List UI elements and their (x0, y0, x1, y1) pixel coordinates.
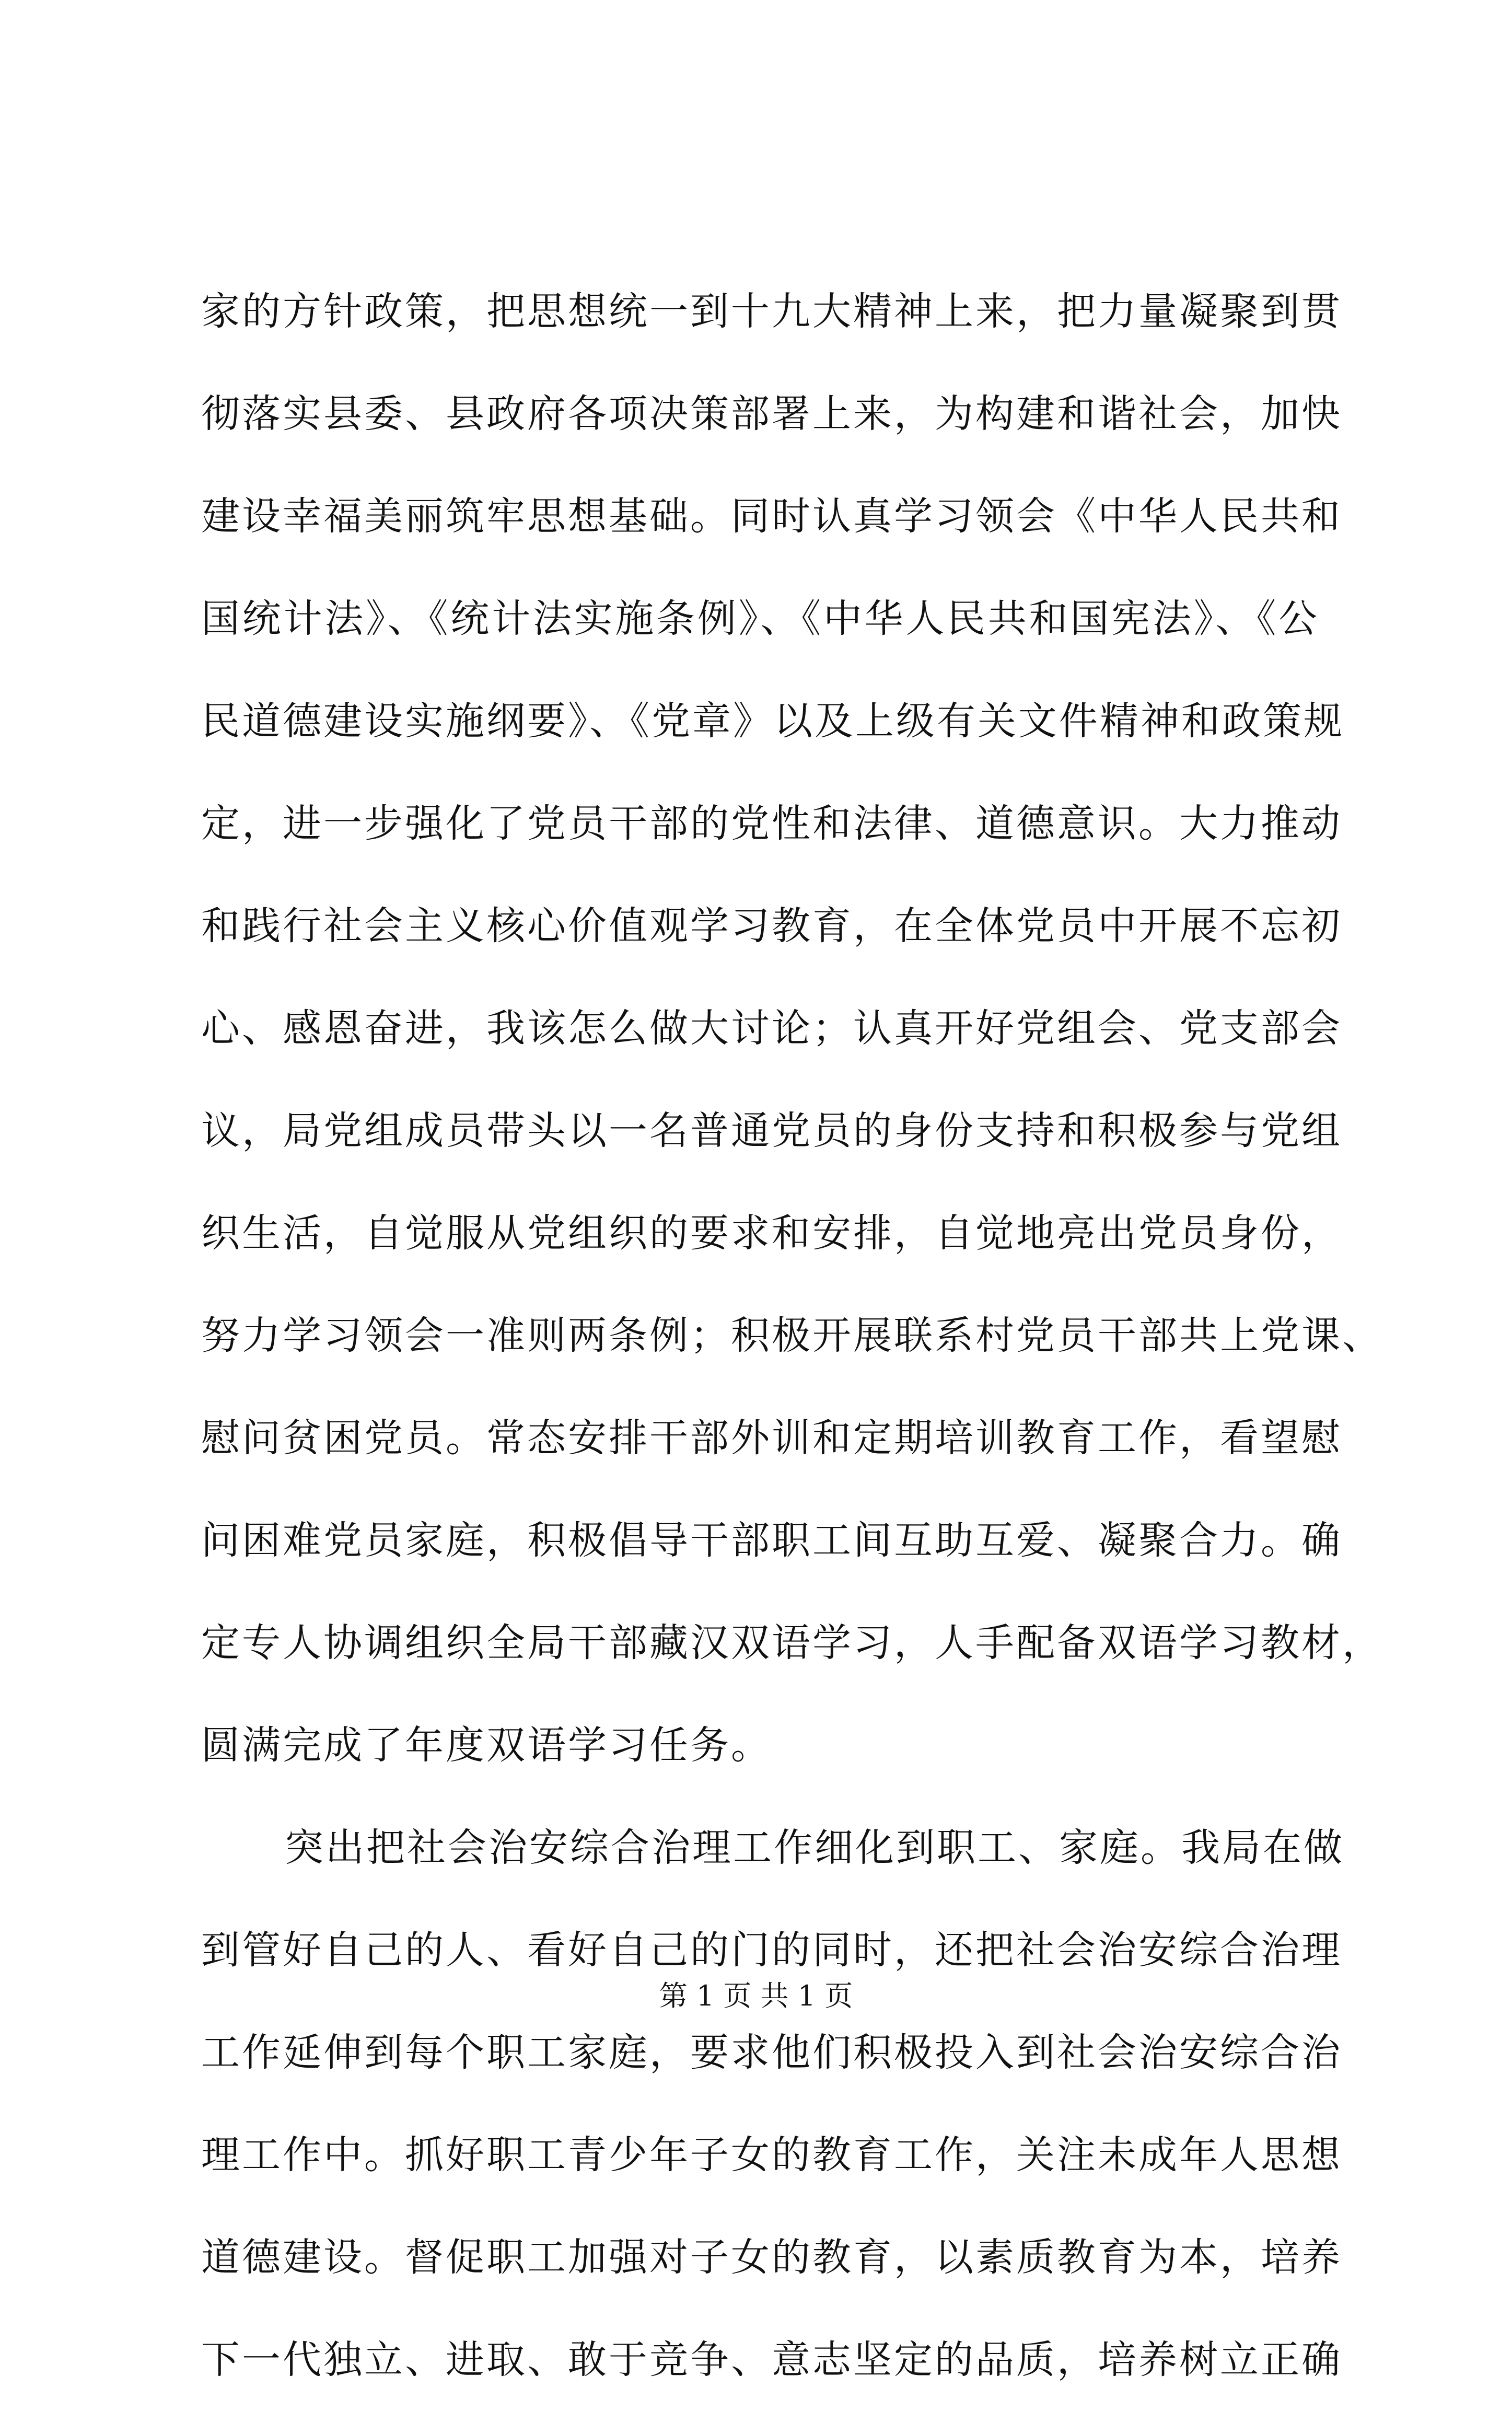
text-line: 慰问贫困党员。常态安排干部外训和定期培训教育工作，看望慰 (201, 1416, 1342, 1460)
text-line: 道德建设。督促职工加强对子女的教育，以素质教育为本，培养 (201, 2235, 1342, 2280)
text-line: 和践行社会主义核心价值观学习教育，在全体党员中开展不忘初 (201, 903, 1342, 948)
text-line: 国统计法》、《统计法实施条例》、《中华人民共和国宪法》、《公 (201, 596, 1319, 641)
text-line: 定专人协调组织全局干部藏汉双语学习，人手配备双语学习教材， (201, 1620, 1383, 1665)
text-line: 建设幸福美丽筑牢思想基础。同时认真学习领会《中华人民共和 (201, 494, 1342, 539)
text-line: 理工作中。抓好职工青少年子女的教育工作，关注未成年人思想 (201, 2132, 1342, 2177)
text-line: 到管好自己的人、看好自己的门的同时，还把社会治安综合治理 (201, 1928, 1342, 1973)
text-line: 下一代独立、进取、敢于竞争、意志坚定的品质，培养树立正确 (201, 2337, 1342, 2382)
text-line: 家的方针政策，把思想统一到十九大精神上来，把力量凝聚到贯 (201, 289, 1342, 334)
text-line: 努力学习领会一准则两条例；积极开展联系村党员干部共上党课、 (201, 1313, 1383, 1358)
text-line: 民道德建设实施纲要》、《党章》以及上级有关文件精神和政策规 (201, 699, 1344, 744)
paragraph-first-line: 突出把社会治安综合治理工作细化到职工、家庭。我局在做 (285, 1825, 1344, 1870)
text-line: 议，局党组成员带头以一名普通党员的身份支持和积极参与党组 (201, 1108, 1342, 1153)
text-line: 定，进一步强化了党员干部的党性和法律、道德意识。大力推动 (201, 801, 1342, 846)
page-footer: 第 1 页 共 1 页 (659, 1979, 853, 2012)
text-line: 心、感恩奋进，我该怎么做大讨论；认真开好党组会、党支部会 (201, 1006, 1342, 1051)
body-text (201, 260, 1383, 2411)
text-line: 织生活，自觉服从党组织的要求和安排，自觉地亮出党员身份， (201, 1211, 1342, 1256)
text-line: 圆满完成了年度双语学习任务。 (201, 1723, 772, 1768)
text-line: 彻落实县委、县政府各项决策部署上来，为构建和谐社会，加快 (201, 391, 1342, 436)
text-line: 问困难党员家庭，积极倡导干部职工间互助互爱、凝聚合力。确 (201, 1518, 1342, 1563)
text-line: 工作延伸到每个职工家庭，要求他们积极投入到社会治安综合治 (201, 2030, 1342, 2075)
